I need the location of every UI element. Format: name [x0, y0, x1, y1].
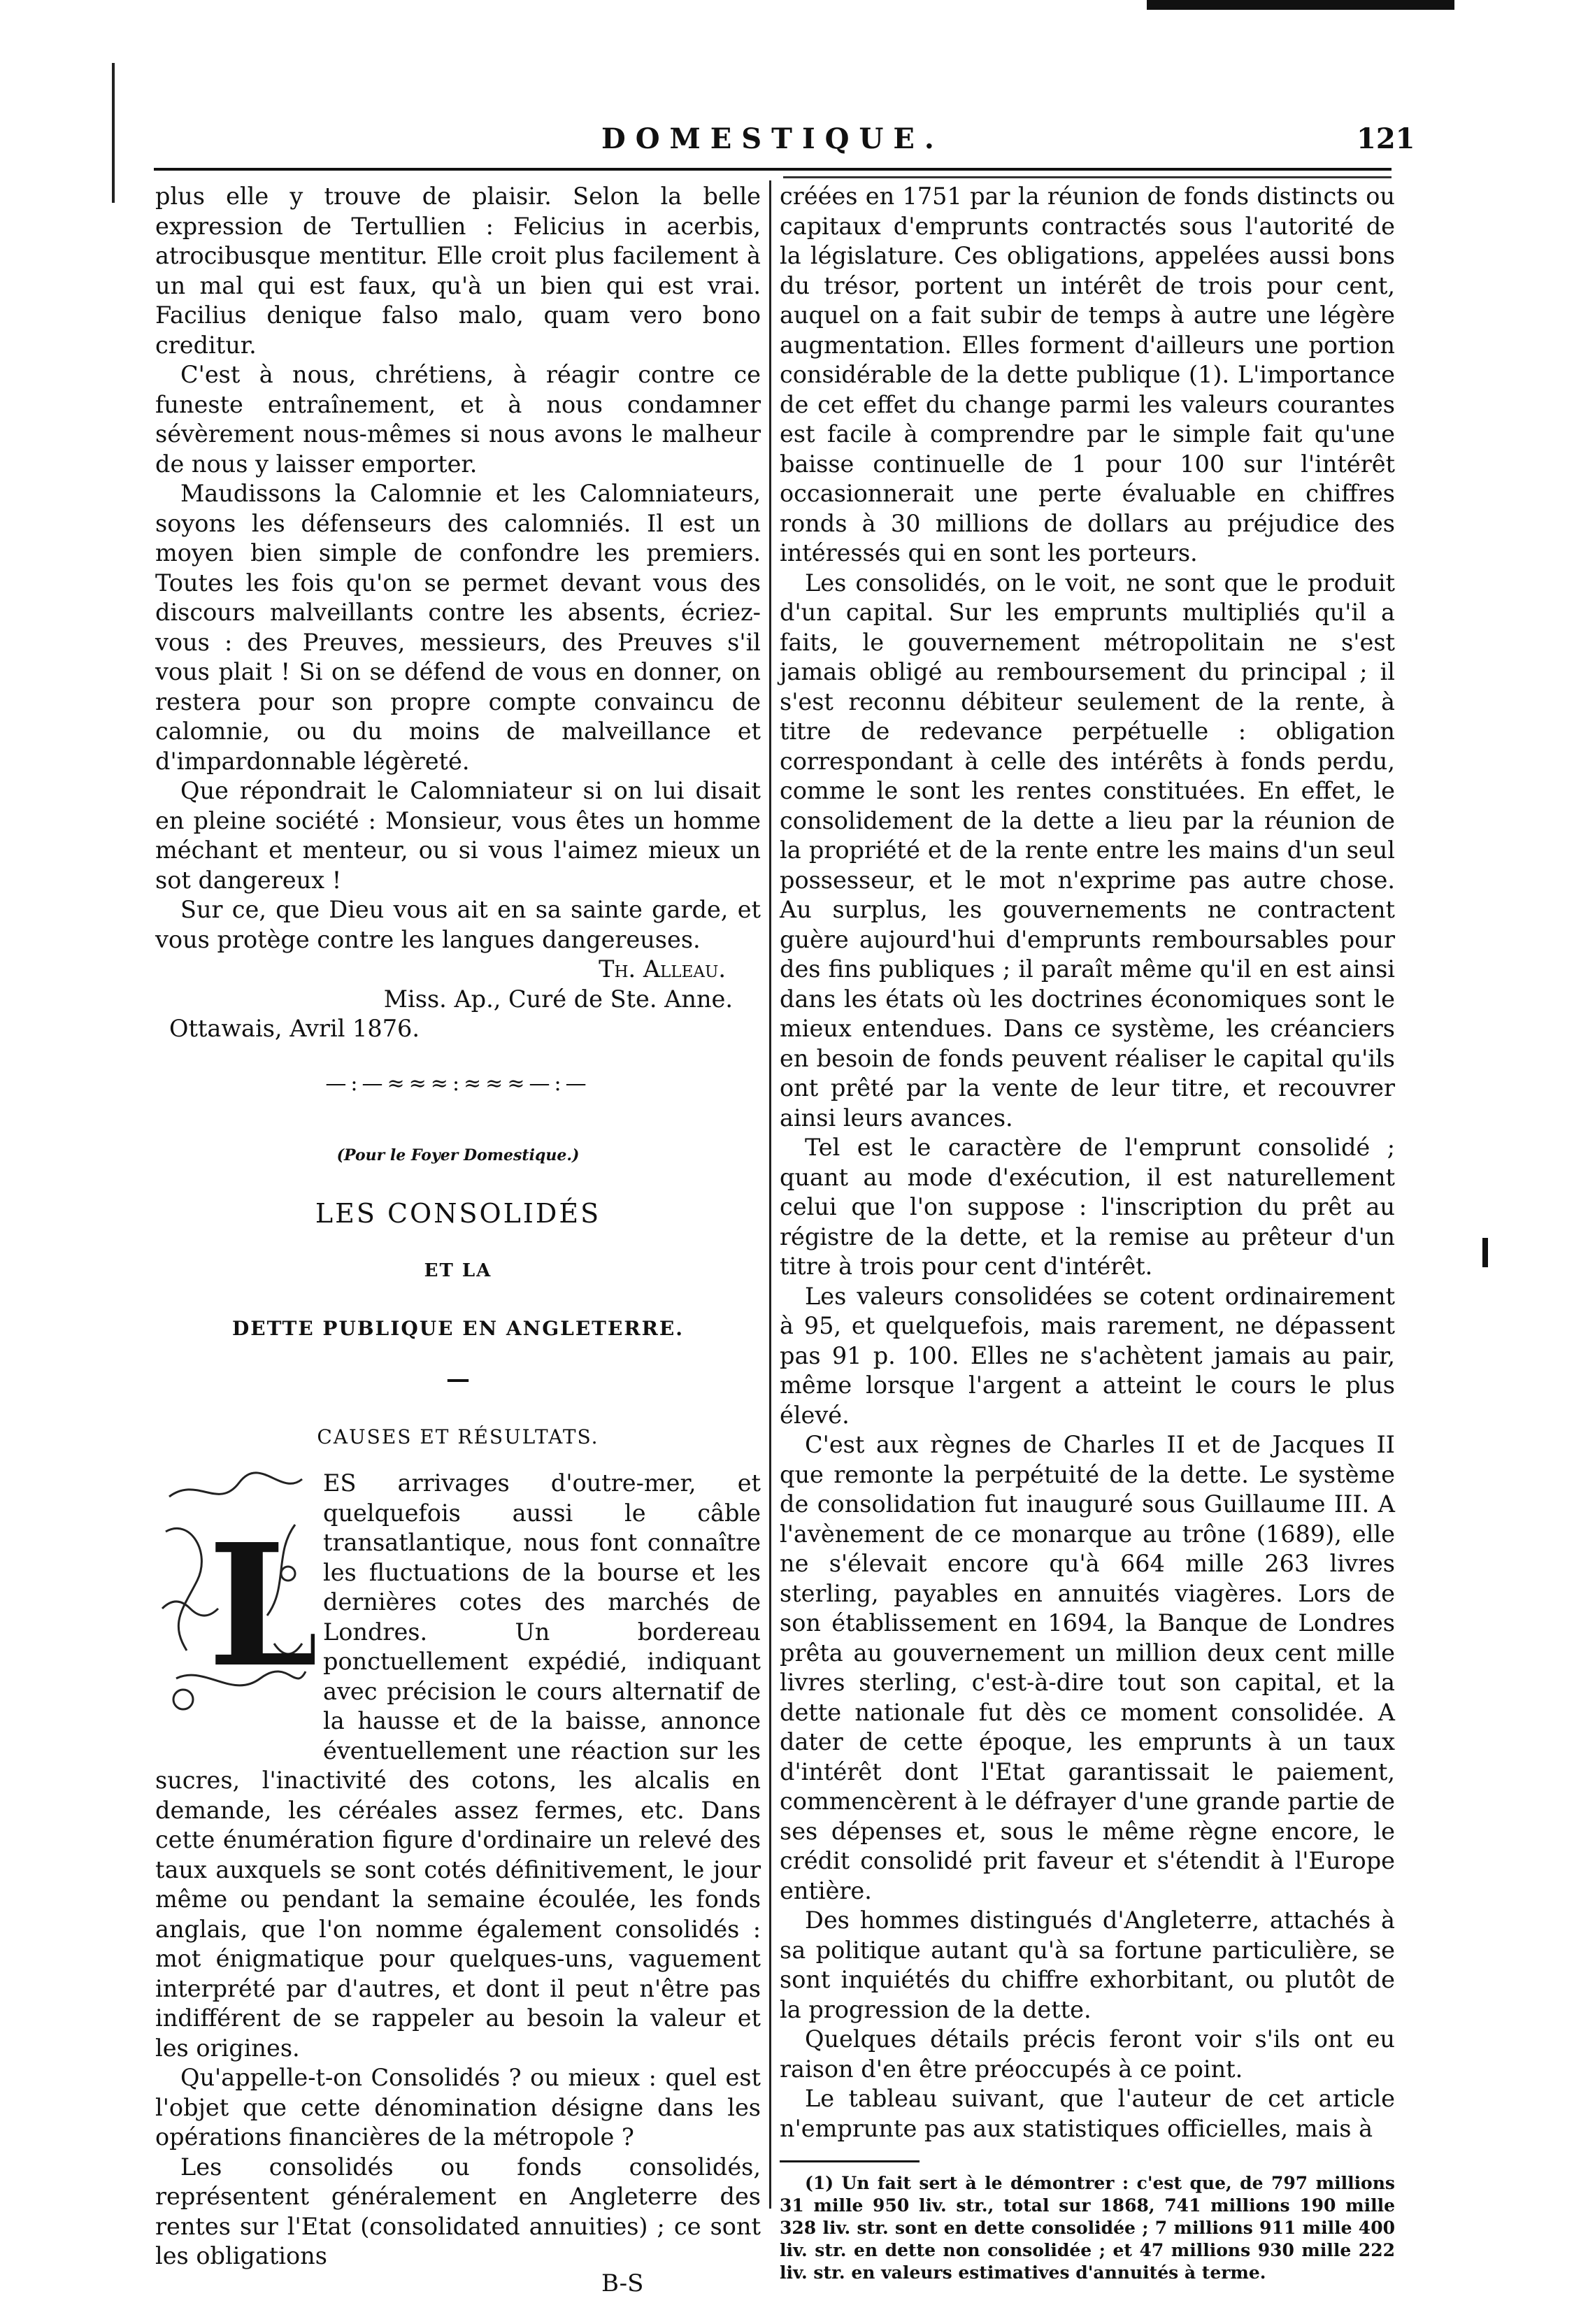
paragraph: Que répondrait le Calomniateur si on lui disait en pleine société : Monsieur, vous êtes un homme méchant et menteur, ou si vous l'aimez mieux un sot dangereux !: [155, 777, 761, 894]
paragraph: ES arrivages d'outre-mer, et quelquefois aussi le câble transatlantique, nous font connaître les fluctuations de la bourse et les dernières cotes des marchés de Londres. Un bordereau ponctuellement expédié, indiquant avec précision le cours alternatif de la hausse et de la baisse, annonce éventuellement une réaction sur les sucres, l'inactivité des cotons, les alcalis en demande, les céréales assez fermes, etc. Dans cette énumération figure d'ordinaire un relevé des taux auxquels se sont cotés définitivement, le jour même ou pendant la semaine écoulée, les fonds anglais, que l'on nomme également consolidés : mot énigmatique pour quelques-uns, vaguement interprété par d'autres, et dont il peut n'être pas indifférent de se rappeler au besoin la valeur et les origines.: [155, 1469, 761, 2062]
author-role: Miss. Ap., Curé de Ste. Anne.: [383, 985, 733, 1013]
margin-bar-mark: [1482, 1238, 1488, 1267]
column-divider: [769, 180, 771, 2209]
binding-mark: [112, 63, 115, 203]
opening-paragraph: [155, 1469, 761, 2063]
header-rule-secondary: [783, 176, 1392, 178]
header-rule: [154, 168, 1392, 171]
place-date: Ottawais, Avril 1876.: [169, 1015, 420, 1042]
section-heading: CAUSES ET RÉSULTATS.: [317, 1425, 599, 1448]
paragraph: plus elle y trouve de plaisir. Selon la belle expression de Tertullien : Felicius in acerbis, atrocibusque mentitur. Elle croit plus facilement à un mal qui est faux, qu'à un bien qui est vrai. Facilius denique falso malo, quam vero bono creditur.: [155, 183, 761, 359]
footnote: (1) Un fait sert à le démontrer : c'est que, de 797 millions 31 mille 950 liv. str., total sur 1868, 741 millions 190 mille 328 liv. str. sont en dette consolidée ; 7 millions 911 mille 400 liv. str. en dette non consolidée ; et 47 millions 930 mille 222 liv. str. en valeurs estimatives d'annuités à terme.: [780, 2173, 1395, 2283]
paragraph: Les consolidés ou fonds consolidés, représentent généralement en Angleterre des rentes sur l'Etat (consolidated annuities) ; ce sont les obligations: [155, 2153, 761, 2269]
footnote-rule: [780, 2160, 920, 2162]
paragraph: C'est à nous, chrétiens, à réagir contre ce funeste entraînement, et à nous condamner sévèrement nous-mêmes si nous avons le malheur de nous y laisser emporter.: [155, 361, 761, 478]
running-title: DOMESTIQUE.: [601, 122, 944, 155]
article-subtitle: DETTE PUBLIQUE EN ANGLETERRE.: [232, 1316, 684, 1340]
paragraph: Quelques détails précis feront voir s'ils ont eu raison d'en être préoccupés à ce point.: [780, 2025, 1395, 2083]
right-column: [780, 182, 1395, 2284]
article-title: LES CONSOLIDÉS: [315, 1197, 601, 1229]
paragraph: Tel est le caractère de l'emprunt consolidé ; quant au mode d'exécution, il est naturellement celui que l'on suppose : l'inscription du prêt au régistre de la dette, et la remise au prêteur d'un titre à trois pour cent d'intérêt.: [780, 1134, 1395, 1280]
paragraph: Qu'appelle-t-on Consolidés ? ou mieux : quel est l'objet que cette dénomination désigne dans les opérations financières de la métropole ?: [155, 2064, 761, 2151]
paragraph: Les valeurs consolidées se cotent ordinairement à 95, et quelquefois, mais rarement, ne dépassent pas 91 p. 100. Elles ne s'achètent jamais au pair, même lorsque l'argent a atteint le cours le plus élevé.: [780, 1282, 1395, 1429]
dropcap-letter: L: [208, 1507, 315, 1704]
decorative-initial-icon: [155, 1469, 315, 1734]
top-edge-bar: [1147, 0, 1454, 10]
ornament-divider: —:—≈≈≈:≈≈≈—:—: [325, 1071, 591, 1096]
signature-mark: B-S: [601, 2269, 644, 2297]
paragraph: Des hommes distingués d'Angleterre, attachés à sa politique autant qu'à sa fortune particulière, se sont inquiétés du chiffre exhorbitant, ou plutôt de la progression de la dette.: [780, 1906, 1395, 2023]
paragraph: créées en 1751 par la réunion de fonds distincts ou capitaux d'emprunts contractés sous l'autorité de la législature. Ces obligations, appelées aussi bons du trésor, portent un intérêt de trois pour cent, auquel on a fait subir de temps à autre une légère augmentation. Elles forment d'ailleurs une portion considérable de la dette publique (1). L'importance de cet effet du change parmi les valeurs courantes est facile à comprendre par le simple fait qu'une baisse continuelle de 1 pour 100 sur l'intérêt occasionnerait une perte évaluable en chiffres ronds à 30 millions de dollars au préjudice des intéressés qui en sont les porteurs.: [780, 183, 1395, 566]
page-number: 121: [1357, 122, 1415, 155]
paragraph: Maudissons la Calomnie et les Calomniateurs, soyons les défenseurs des calomniés. Il est un moyen bien simple de confondre les premiers. Toutes les fois qu'on se permet devant vous des discours malveillants contre les absents, écriez-vous : des Preuves, messieurs, des Preuves s'il vous plait ! Si on se défend de vous en donner, on restera pour son propre compte convaincu de calomnie, ou du moins de malveillance et d'impardonnable légèreté.: [155, 480, 761, 775]
article-title-conjunction: ET LA: [424, 1260, 492, 1281]
left-column: [155, 182, 761, 2272]
paragraph: C'est aux règnes de Charles II et de Jacques II que remonte la perpétuité de la dette. Le système de consolidation fut inauguré sous Guillaume III. A l'avènement de ce monarque au trône (1689), elle ne s'élevait encore qu'à 664 mille 263 livres sterling, payables en annuités viagères. Lors de son établissement en 1694, la Banque de Londres prêta au gouvernement un million deux cent mille livres sterling, c'est-à-dire tout son capital, et la dette nationale fut dès ce moment consolidée. A dater de cette époque, les emprunts à un taux d'intérêt dont l'Etat garantissait le paiement, commencèrent à le défrayer d'une grande partie de ses dépenses et, sous le même règne encore, le crédit consolidé prit faveur et s'étendit à l'Europe entière.: [780, 1431, 1395, 1904]
paragraph: Le tableau suivant, que l'auteur de cet article n'emprunte pas aux statistiques officielles, mais à: [780, 2085, 1395, 2142]
author-signature: Th. Alleau.: [599, 955, 726, 983]
paragraph: Sur ce, que Dieu vous ait en sa sainte garde, et vous protège contre les langues dangereuses.: [155, 896, 761, 953]
section-dash: —: [446, 1365, 470, 1393]
paragraph: Les consolidés, on le voit, ne sont que le produit d'un capital. Sur les emprunts multipliés qu'il a faits, le gouvernement métropolitain ne s'est jamais obligé au remboursement du principal ; il s'est reconnu débiteur seulement de la rente, à titre de redevance perpétuelle : obligation correspondant à celle des intérêts à fonds perdu, comme le sont les rentes constituées. En effet, le consolidement de la dette a lieu par la réunion de la propriété et de la rente entre les mains d'un seul possesseur, et le mot n'exprime pas autre chose. Au surplus, les gouvernements ne contractent guère aujourd'hui d'emprunts remboursables pour des fins publiques ; il paraît même qu'il en est ainsi dans les états où les doctrines économiques sont le mieux entendues. Dans ce système, les créanciers en besoin de fonds peuvent réaliser le capital qu'ils ont prêté par la vente de leur titre, et recouvrer ainsi leurs avances.: [780, 569, 1395, 1132]
article-note: (Pour le Foyer Domestique.): [336, 1146, 580, 1164]
